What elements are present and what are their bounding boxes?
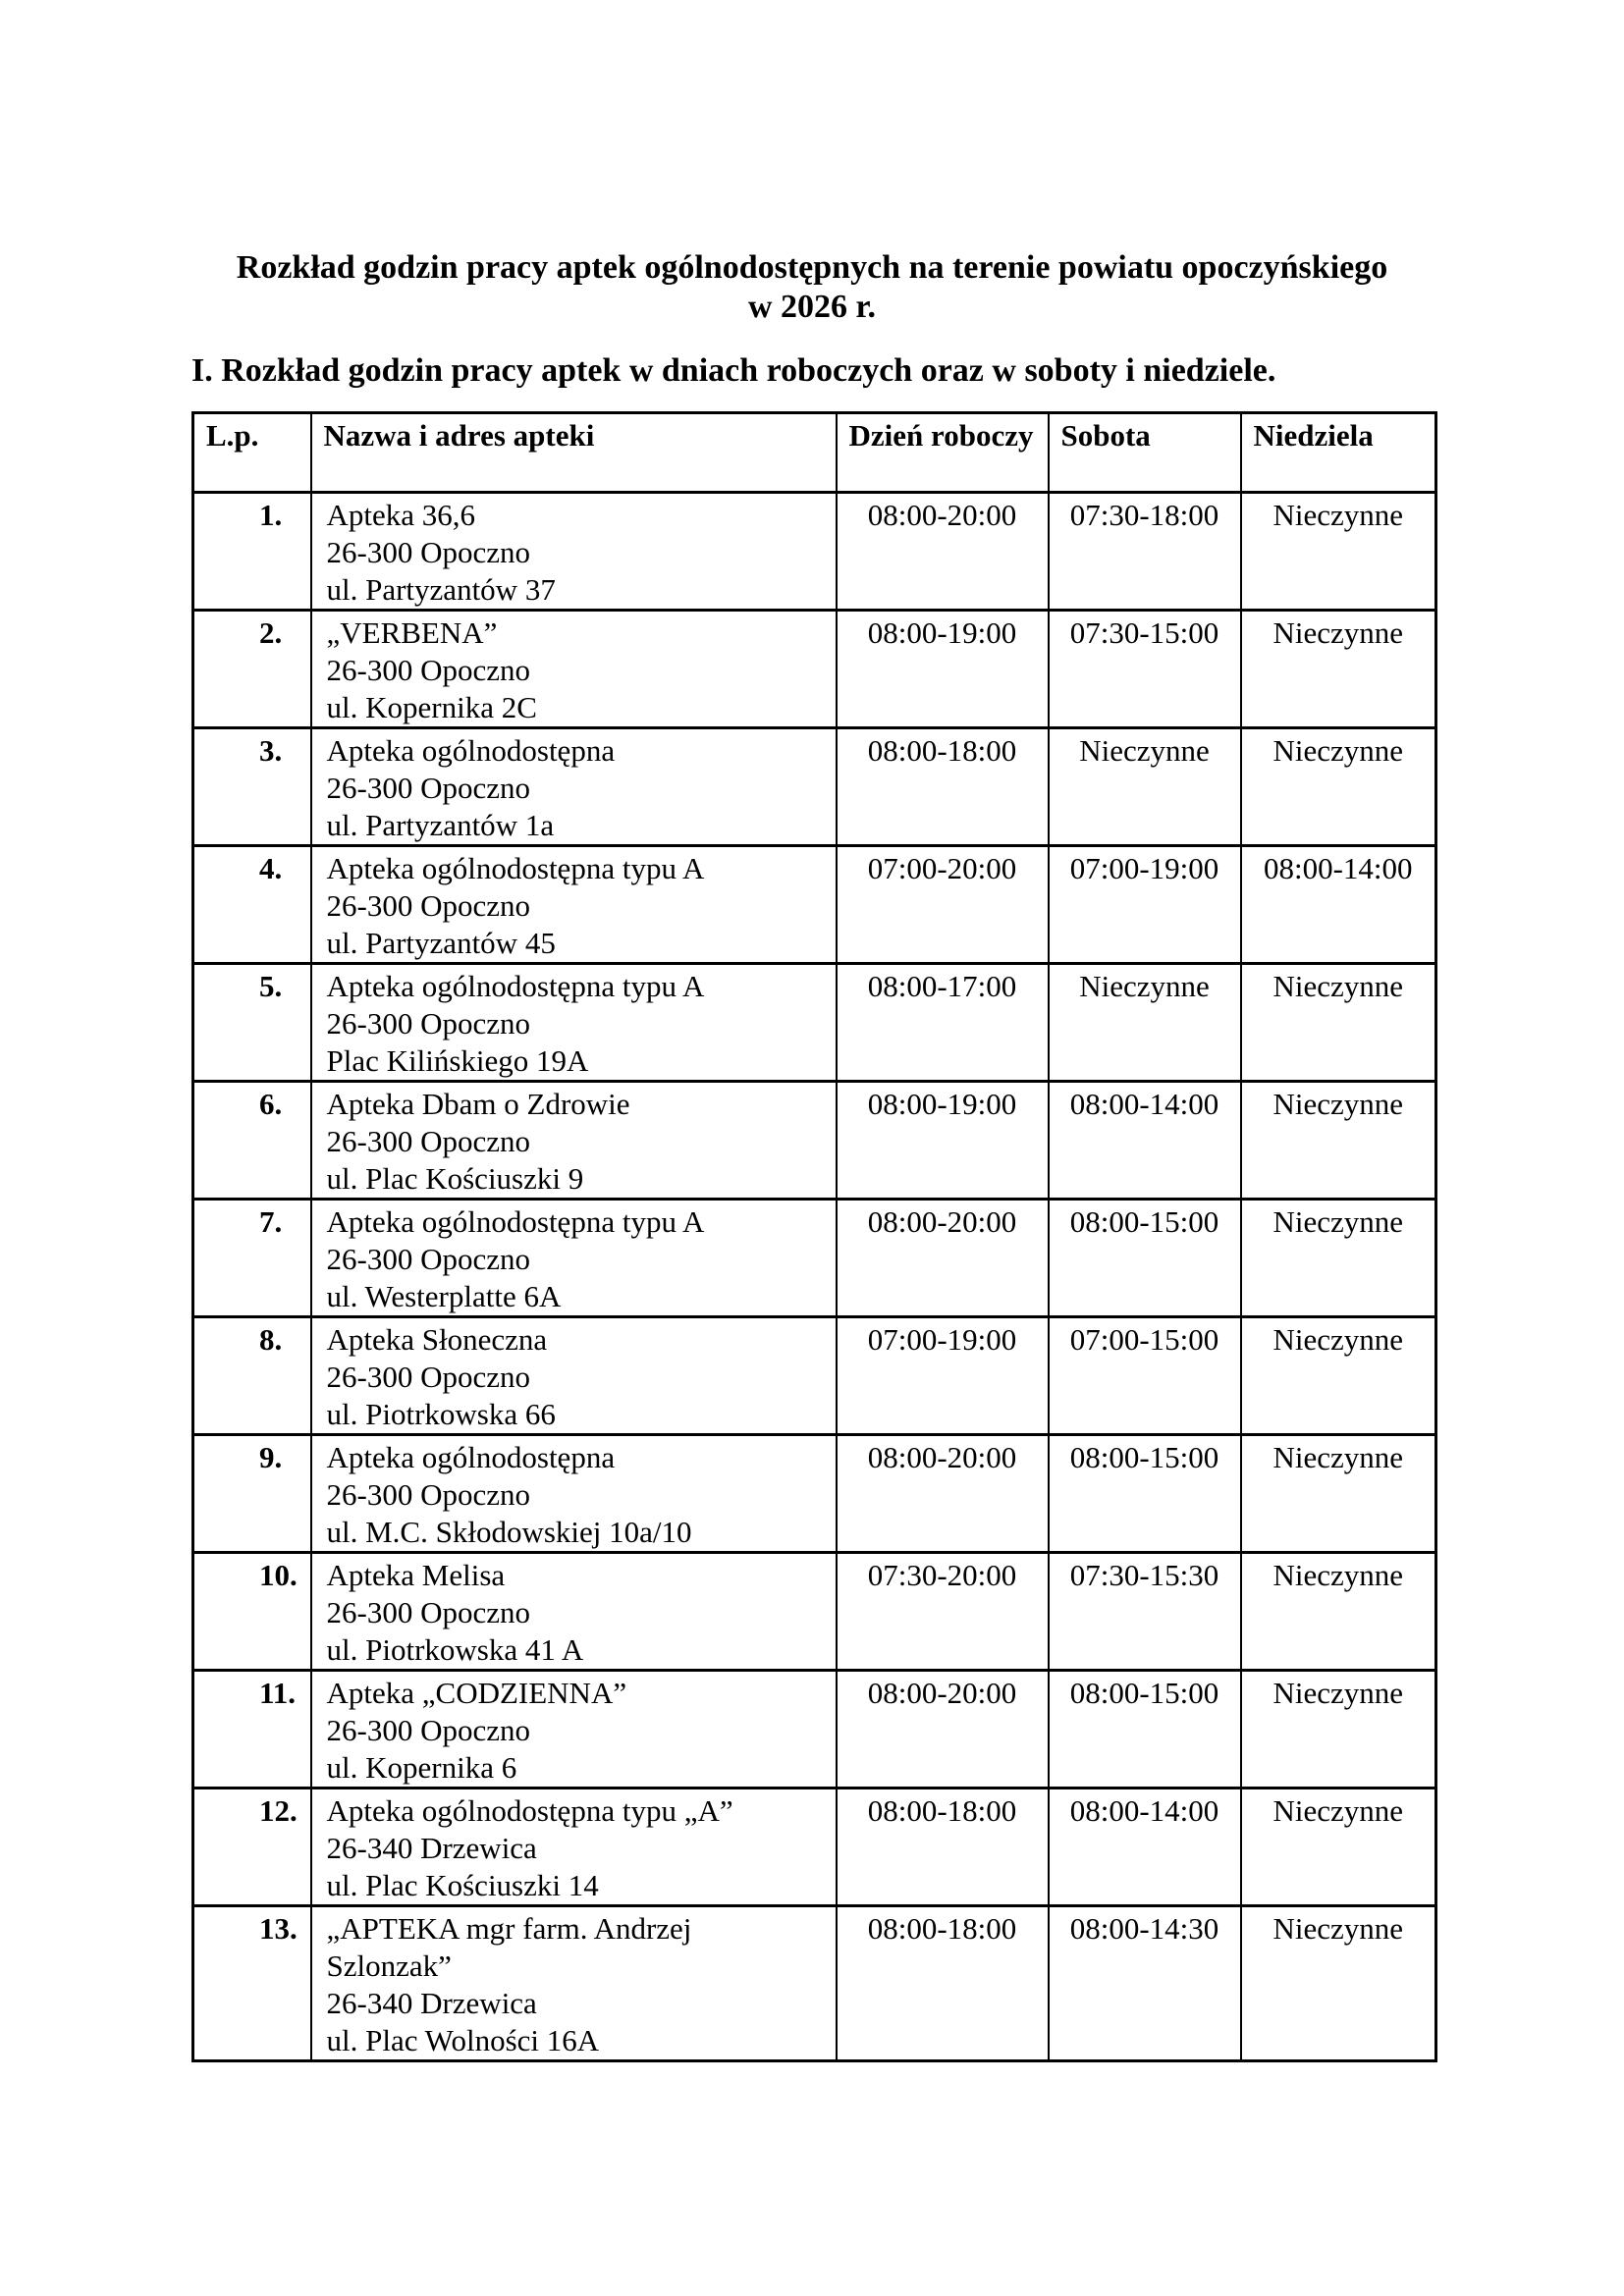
pharmacy-name-line: 26-300 Opoczno <box>326 1124 530 1158</box>
pharmacy-name-line: ul. Plac Wolności 16A <box>326 2023 600 2057</box>
sunday-hours-cell: Nieczynne <box>1241 1906 1436 2061</box>
pharmacy-name-cell <box>311 1082 837 1200</box>
table-header-row <box>193 413 1436 493</box>
pharmacy-name-line: ul. M.C. Skłodowskiej 10a/10 <box>326 1515 692 1549</box>
weekday-hours-cell: 07:00-19:00 <box>837 1317 1049 1435</box>
pharmacy-name-line: „APTEKA mgr farm. Andrzej <box>326 1911 692 1946</box>
pharmacy-name-cell <box>311 1435 837 1553</box>
pharmacy-name-cell <box>311 728 837 846</box>
pharmacy-name-line: 26-300 Opoczno <box>326 1360 530 1394</box>
row-number-cell: 1. <box>193 493 311 611</box>
weekday-hours-cell: 08:00-19:00 <box>837 611 1049 728</box>
row-number-cell: 6. <box>193 1082 311 1200</box>
pharmacy-table-row <box>193 1671 1436 1789</box>
saturday-hours-cell: 08:00-15:00 <box>1049 1200 1241 1317</box>
pharmacy-name-line: 26-300 Opoczno <box>326 1477 530 1512</box>
pharmacy-name-cell <box>311 846 837 964</box>
saturday-hours-cell: 08:00-14:30 <box>1049 1906 1241 2061</box>
sunday-hours-cell: Nieczynne <box>1241 1671 1436 1789</box>
row-number-cell: 7. <box>193 1200 311 1317</box>
pharmacy-name-line: 26-300 Opoczno <box>326 1006 530 1041</box>
saturday-hours-cell: 07:00-15:00 <box>1049 1317 1241 1435</box>
sunday-hours-cell: Nieczynne <box>1241 964 1436 1082</box>
saturday-hours-cell: Nieczynne <box>1049 728 1241 846</box>
document-title <box>0 248 1624 327</box>
section-heading: I. Rozkład godzin pracy aptek w dniach roboczych oraz w soboty i niedziele. <box>191 352 1276 389</box>
pharmacy-name-line: 26-340 Drzewica <box>326 1831 537 1865</box>
pharmacy-table-row <box>193 1082 1436 1200</box>
row-number-cell: 2. <box>193 611 311 728</box>
pharmacy-name-line: 26-300 Opoczno <box>326 535 530 569</box>
weekday-hours-cell: 08:00-19:00 <box>837 1082 1049 1200</box>
pharmacy-name-cell <box>311 1553 837 1671</box>
sunday-hours-cell: Nieczynne <box>1241 1082 1436 1200</box>
pharmacy-table-row <box>193 1906 1436 2061</box>
pharmacy-name-line: 26-300 Opoczno <box>326 771 530 805</box>
header-saturday: Sobota <box>1049 413 1241 493</box>
row-number-cell: 9. <box>193 1435 311 1553</box>
pharmacy-name-line: Apteka ogólnodostępna typu A <box>326 969 705 1003</box>
pharmacy-table-row <box>193 1435 1436 1553</box>
pharmacy-name-line: ul. Plac Kościuszki 14 <box>326 1868 599 1902</box>
pharmacy-table-row <box>193 611 1436 728</box>
pharmacy-table-row <box>193 1200 1436 1317</box>
pharmacy-name-line: Apteka 36,6 <box>326 498 476 532</box>
pharmacy-name-line: ul. Plac Kościuszki 9 <box>326 1161 584 1196</box>
row-number-cell: 8. <box>193 1317 311 1435</box>
pharmacy-hours-table <box>191 411 1437 2062</box>
saturday-hours-cell: 07:30-15:00 <box>1049 611 1241 728</box>
pharmacy-name-cell <box>311 1317 837 1435</box>
pharmacy-name-line: 26-300 Opoczno <box>326 888 530 923</box>
row-number-cell: 3. <box>193 728 311 846</box>
pharmacy-table-row <box>193 728 1436 846</box>
header-lp: L.p. <box>193 413 311 493</box>
saturday-hours-cell: Nieczynne <box>1049 964 1241 1082</box>
sunday-hours-cell: Nieczynne <box>1241 1435 1436 1553</box>
pharmacy-name-line: 26-300 Opoczno <box>326 653 530 687</box>
weekday-hours-cell: 07:30-20:00 <box>837 1553 1049 1671</box>
weekday-hours-cell: 08:00-20:00 <box>837 1435 1049 1553</box>
pharmacy-name-cell <box>311 964 837 1082</box>
sunday-hours-cell: 08:00-14:00 <box>1241 846 1436 964</box>
sunday-hours-cell: Nieczynne <box>1241 611 1436 728</box>
pharmacy-name-line: ul. Kopernika 6 <box>326 1750 517 1785</box>
sunday-hours-cell: Nieczynne <box>1241 1200 1436 1317</box>
header-weekday: Dzień roboczy <box>837 413 1049 493</box>
saturday-hours-cell: 07:00-19:00 <box>1049 846 1241 964</box>
pharmacy-name-line: Szlonzak” <box>326 1949 452 1983</box>
pharmacy-name-line: ul. Piotrkowska 66 <box>326 1397 556 1431</box>
pharmacy-name-line: Apteka ogólnodostępna <box>326 733 616 768</box>
pharmacy-name-line: „VERBENA” <box>326 615 498 650</box>
pharmacy-name-cell <box>311 1906 837 2061</box>
weekday-hours-cell: 07:00-20:00 <box>837 846 1049 964</box>
pharmacy-name-line: 26-300 Opoczno <box>326 1595 530 1629</box>
pharmacy-name-line: ul. Partyzantów 45 <box>326 926 556 960</box>
saturday-hours-cell: 07:30-18:00 <box>1049 493 1241 611</box>
header-name: Nazwa i adres apteki <box>311 413 837 493</box>
pharmacy-table-row <box>193 846 1436 964</box>
pharmacy-name-cell <box>311 611 837 728</box>
weekday-hours-cell: 08:00-18:00 <box>837 728 1049 846</box>
row-number-cell: 11. <box>193 1671 311 1789</box>
pharmacy-name-cell <box>311 493 837 611</box>
pharmacy-name-line: Apteka „CODZIENNA” <box>326 1676 627 1710</box>
weekday-hours-cell: 08:00-20:00 <box>837 493 1049 611</box>
row-number-cell: 10. <box>193 1553 311 1671</box>
pharmacy-name-line: Apteka Melisa <box>326 1558 506 1592</box>
saturday-hours-cell: 08:00-15:00 <box>1049 1435 1241 1553</box>
saturday-hours-cell: 07:30-15:30 <box>1049 1553 1241 1671</box>
saturday-hours-cell: 08:00-15:00 <box>1049 1671 1241 1789</box>
pharmacy-name-line: ul. Kopernika 2C <box>326 690 537 724</box>
pharmacy-name-line: ul. Partyzantów 37 <box>326 572 556 607</box>
sunday-hours-cell: Nieczynne <box>1241 1789 1436 1906</box>
pharmacy-name-line: ul. Westerplatte 6A <box>326 1279 562 1313</box>
pharmacy-name-line: Apteka Słoneczna <box>326 1322 548 1357</box>
pharmacy-name-line: Apteka ogólnodostępna typu „A” <box>326 1793 733 1828</box>
pharmacy-name-line: 26-300 Opoczno <box>326 1242 530 1276</box>
document-title-line-1: Rozkład godzin pracy aptek ogólnodostępnych na terenie powiatu opoczyńskiego <box>236 249 1388 286</box>
saturday-hours-cell: 08:00-14:00 <box>1049 1082 1241 1200</box>
sunday-hours-cell: Nieczynne <box>1241 1317 1436 1435</box>
weekday-hours-cell: 08:00-20:00 <box>837 1200 1049 1317</box>
pharmacy-table-row <box>193 1789 1436 1906</box>
weekday-hours-cell: 08:00-18:00 <box>837 1906 1049 2061</box>
saturday-hours-cell: 08:00-14:00 <box>1049 1789 1241 1906</box>
pharmacy-table-row <box>193 493 1436 611</box>
pharmacy-name-cell <box>311 1789 837 1906</box>
pharmacy-name-line: Apteka ogólnodostępna <box>326 1440 616 1474</box>
sunday-hours-cell: Nieczynne <box>1241 493 1436 611</box>
row-number-cell: 5. <box>193 964 311 1082</box>
sunday-hours-cell: Nieczynne <box>1241 1553 1436 1671</box>
row-number-cell: 12. <box>193 1789 311 1906</box>
pharmacy-name-line: Apteka Dbam o Zdrowie <box>326 1087 630 1121</box>
weekday-hours-cell: 08:00-20:00 <box>837 1671 1049 1789</box>
header-sunday: Niedziela <box>1241 413 1436 493</box>
sunday-hours-cell: Nieczynne <box>1241 728 1436 846</box>
weekday-hours-cell: 08:00-17:00 <box>837 964 1049 1082</box>
pharmacy-name-cell <box>311 1671 837 1789</box>
row-number-cell: 13. <box>193 1906 311 2061</box>
pharmacy-table-row <box>193 964 1436 1082</box>
pharmacy-name-line: Apteka ogólnodostępna typu A <box>326 851 705 885</box>
pharmacy-table-row <box>193 1553 1436 1671</box>
pharmacy-table-row <box>193 1317 1436 1435</box>
pharmacy-name-line: ul. Piotrkowska 41 A <box>326 1632 584 1667</box>
pharmacy-name-line: ul. Partyzantów 1a <box>326 808 555 842</box>
pharmacy-name-line: Apteka ogólnodostępna typu A <box>326 1204 705 1239</box>
pharmacy-table-body <box>193 493 1436 2061</box>
pharmacy-name-line: 26-340 Drzewica <box>326 1986 537 2020</box>
pharmacy-name-line: Plac Kilińskiego 19A <box>326 1043 589 1078</box>
document-title-line-2: w 2026 r. <box>747 289 877 325</box>
pharmacy-name-line: 26-300 Opoczno <box>326 1713 530 1747</box>
weekday-hours-cell: 08:00-18:00 <box>837 1789 1049 1906</box>
row-number-cell: 4. <box>193 846 311 964</box>
pharmacy-name-cell <box>311 1200 837 1317</box>
